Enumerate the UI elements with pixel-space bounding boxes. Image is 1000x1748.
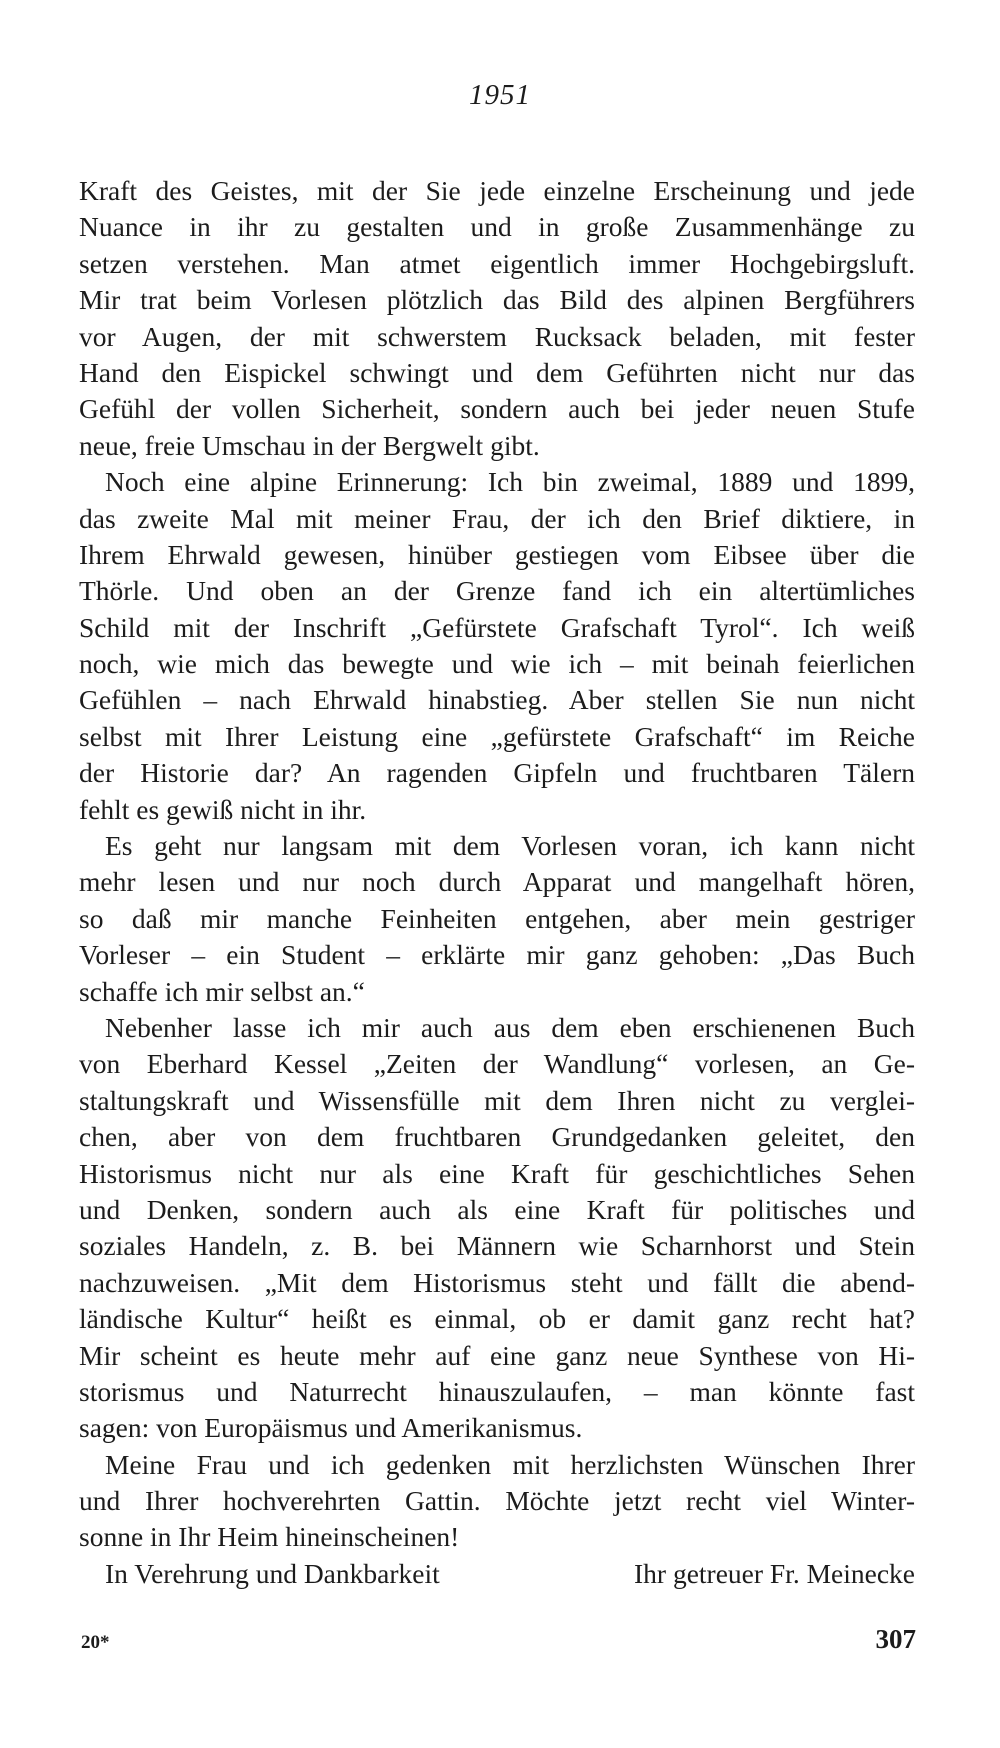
text-line: Nuance in ihr zu gestalten und in große Zusammenhänge zu xyxy=(79,211,915,243)
text-line: nachzuweisen. „Mit dem Historismus steht und fällt die abend- xyxy=(79,1266,915,1298)
signature-name: Ihr getreuer Fr. Meinecke xyxy=(634,1557,915,1589)
text-line: Mir scheint es heute mehr auf eine ganz neue Synthese von Hi- xyxy=(79,1339,915,1371)
text-line: chen, aber von dem fruchtbaren Grundgedanken geleitet, den xyxy=(79,1121,915,1153)
text-line: Gefühlen – nach Ehrwald hinabstieg. Aber stellen Sie nun nicht xyxy=(79,684,915,716)
text-line: neue, freie Umschau in der Bergwelt gibt. xyxy=(79,429,540,461)
text-line: Gefühl der vollen Sicherheit, sondern auch bei jeder neuen Stufe xyxy=(79,393,915,425)
paragraph-3 xyxy=(79,828,915,1010)
running-head-year: 1951 xyxy=(469,79,531,111)
text-line: fehlt es gewiß nicht in ihr. xyxy=(79,793,367,825)
text-line: Kraft des Geistes, mit der Sie jede einzelne Erscheinung und jede xyxy=(79,175,915,206)
text-line: Vorleser – ein Student – erklärte mir ganz gehoben: „Das Buch xyxy=(79,939,915,971)
text-line: mehr lesen und nur noch durch Apparat und mangelhaft hören, xyxy=(79,866,915,898)
text-line: schaffe ich mir selbst an.“ xyxy=(79,975,365,1007)
printer-signature-mark: 20* xyxy=(81,1632,110,1653)
text-line: Hand den Eispickel schwingt und dem Geführten nicht nur das xyxy=(79,356,915,388)
text-line: sagen: von Europäismus und Amerikanismus. xyxy=(79,1412,583,1444)
text-line: der Historie dar? An ragenden Gipfeln und fruchtbaren Tälern xyxy=(79,757,915,789)
closing-phrase: In Verehrung und Dankbarkeit xyxy=(105,1557,440,1589)
text-line: storismus und Naturrecht hinauszulaufen, – man könnte fast xyxy=(79,1375,915,1407)
text-line: staltungskraft und Wissensfülle mit dem Ihren nicht zu verglei- xyxy=(79,1084,915,1116)
text-line: soziales Handeln, z. B. bei Männern wie Scharnhorst und Stein xyxy=(79,1230,915,1262)
text-line: Nebenher lasse ich mir auch aus dem eben erschienenen Buch xyxy=(105,1011,915,1043)
text-line: ländische Kultur“ heißt es einmal, ob er damit ganz recht hat? xyxy=(79,1303,915,1335)
paragraph-2 xyxy=(79,464,915,828)
text-line: so daß mir manche Feinheiten entgehen, aber mein gestriger xyxy=(79,902,915,934)
text-line: selbst mit Ihrer Leistung eine „gefürstete Grafschaft“ im Reiche xyxy=(79,720,915,752)
text-line: noch, wie mich das bewegte und wie ich – mit beinah feierlichen xyxy=(79,648,915,680)
paragraph-1 xyxy=(79,173,915,464)
text-line: von Eberhard Kessel „Zeiten der Wandlung“ vorlesen, an Ge- xyxy=(79,1048,915,1080)
text-line: Mir trat beim Vorlesen plötzlich das Bild des alpinen Bergführers xyxy=(79,284,915,316)
letter-body xyxy=(79,173,915,1592)
text-line: Meine Frau und ich gedenken mit herzlichsten Wünschen Ihrer xyxy=(105,1448,915,1480)
text-line: und Ihrer hochverehrten Gattin. Möchte jetzt recht viel Winter- xyxy=(79,1485,915,1517)
text-line: Schild mit der Inschrift „Gefürstete Grafschaft Tyrol“. Ich weiß xyxy=(79,611,915,643)
text-line: Historismus nicht nur als eine Kraft für geschichtliches Sehen xyxy=(79,1157,915,1189)
text-line: setzen verstehen. Man atmet eigentlich immer Hochgebirgsluft. xyxy=(79,247,915,279)
paragraph-4 xyxy=(79,1010,915,1447)
text-line: sonne in Ihr Heim hineinscheinen! xyxy=(79,1521,460,1553)
text-line: vor Augen, der mit schwerstem Rucksack beladen, mit fester xyxy=(79,320,915,352)
text-line: Noch eine alpine Erinnerung: Ich bin zweimal, 1889 und 1899, xyxy=(105,466,915,498)
text-line: Es geht nur langsam mit dem Vorlesen voran, ich kann nicht xyxy=(105,830,915,862)
text-line: das zweite Mal mit meiner Frau, der ich den Brief diktiere, in xyxy=(79,502,915,534)
text-line: Ihrem Ehrwald gewesen, hinüber gestiegen vom Eibsee über die xyxy=(79,538,915,570)
text-line: und Denken, sondern auch als eine Kraft für politisches und xyxy=(79,1193,915,1225)
signature-line xyxy=(79,1556,915,1592)
page-number: 307 xyxy=(875,1624,916,1654)
text-line: Thörle. Und oben an der Grenze fand ich ein altertümliches xyxy=(79,575,915,607)
paragraph-5 xyxy=(79,1447,915,1556)
